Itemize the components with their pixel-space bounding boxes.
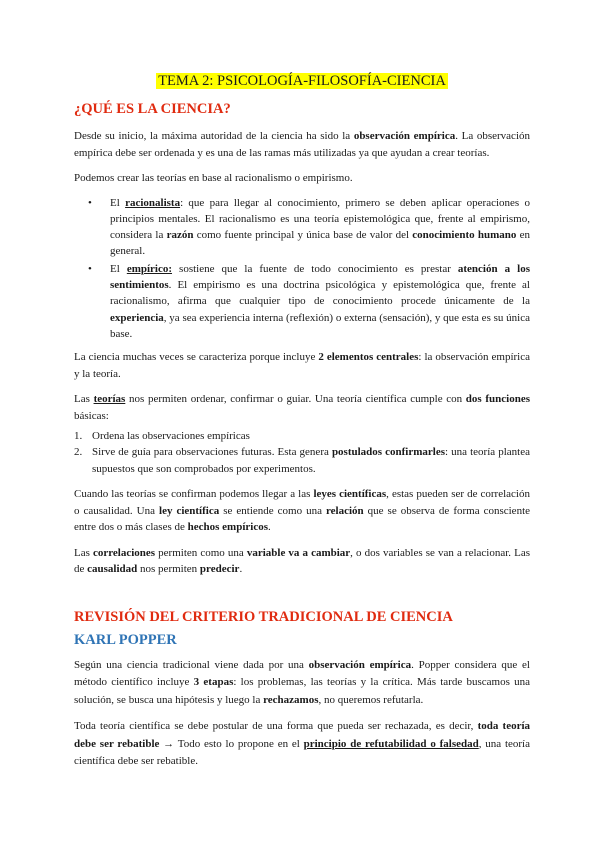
document-title: TEMA 2: PSICOLOGÍA-FILOSOFÍA-CIENCIA (158, 73, 446, 89)
section-heading-que-es-la-ciencia: ¿QUÉ ES LA CIENCIA? (74, 101, 231, 117)
title-container (74, 72, 530, 92)
list-item-empirico: • El empírico: sostiene que la fuente de todo conocimiento es prestar atención a los sentimientos. El empirismo es una doctrina psicológica y epistemológica que, frente al racionalismo, afirma que cualquier tipo de conocimiento procede únicamente de la experiencia, ya sea experiencia interna (reflexión) o externa (sensación), y que esta es su única base. (88, 262, 530, 340)
paragraph-correlaciones: Las correlaciones permiten como una variable va a cambiar, o dos variables se van a relacionar. Las de causalidad nos permiten predecir. (74, 546, 530, 576)
subheading-karl-popper: KARL POPPER (74, 631, 177, 648)
paragraph-popper-metodo: Según una ciencia tradicional viene dada por una observación empírica. Popper considera que el método científico incluye 3 etapas: los problemas, las teorías y la crítica. Más tarde buscamos una solución, se busca una hipótesis y luego la rechazamos, no queremos refutarla. (74, 658, 530, 706)
bullet-icon: • (88, 262, 92, 275)
arrow-right-icon: → (159, 737, 178, 750)
list-item-sirve-de-guia: 2. Sirve de guía para observaciones futuras. Esta genera postulados confirmarles: una teoría plantea supuestos que son comprobados por experimentos. (74, 446, 530, 475)
paragraph-teorias: Las teorías nos permiten ordenar, confirmar o guiar. Una teoría científica cumple con dos funciones básicas: (74, 393, 530, 422)
numbered-list (74, 428, 530, 477)
section-heading-revision-criterio: REVISIÓN DEL CRITERIO TRADICIONAL DE CIENCIA (74, 608, 453, 625)
list-item-ordena: 1. Ordena las observaciones empíricas (74, 430, 250, 443)
paragraph-leyes-cientificas: Cuando las teorías se confirman podemos llegar a las leyes científicas, estas pueden ser de correlación o causalidad. Una ley científica se entiende como una relación que se observa de forma consciente entre dos o más clases de hechos empíricos. (74, 488, 531, 534)
paragraph-intro: Desde su inicio, la máxima autoridad de la ciencia ha sido la observación empírica. La observación empírica debe ser ordenada y es una de las ramas más utilizadas ya que ayudan a crear teorías. (74, 130, 531, 159)
bullet-icon: • (88, 196, 92, 209)
list-item-racionalista: • El racionalista: que para llegar al conocimiento, primero se deben aplicar operaciones o principios mentales. El racionalismo es una teoría epistemológica que, frente al empirismo, considera la razón como fuente principal y única base de valor del conocimiento humano en general. (88, 196, 531, 258)
paragraph-racionalismo-empirismo: Podemos crear las teorías en base al racionalismo o empirismo. (74, 172, 353, 184)
paragraph-elementos-centrales: La ciencia muchas veces se caracteriza porque incluye 2 elementos centrales: la observación empírica y la teoría. (74, 351, 530, 380)
document-page (74, 0, 530, 771)
paragraph-refutabilidad: Toda teoría científica se debe postular de una forma que pueda ser rechazada, es decir, toda teoría debe ser rebatible → Todo esto lo propone en el principio de refutabilidad o falsedad, una teoría científica debe ser rebatible. (74, 720, 531, 768)
bullet-list (74, 195, 530, 343)
